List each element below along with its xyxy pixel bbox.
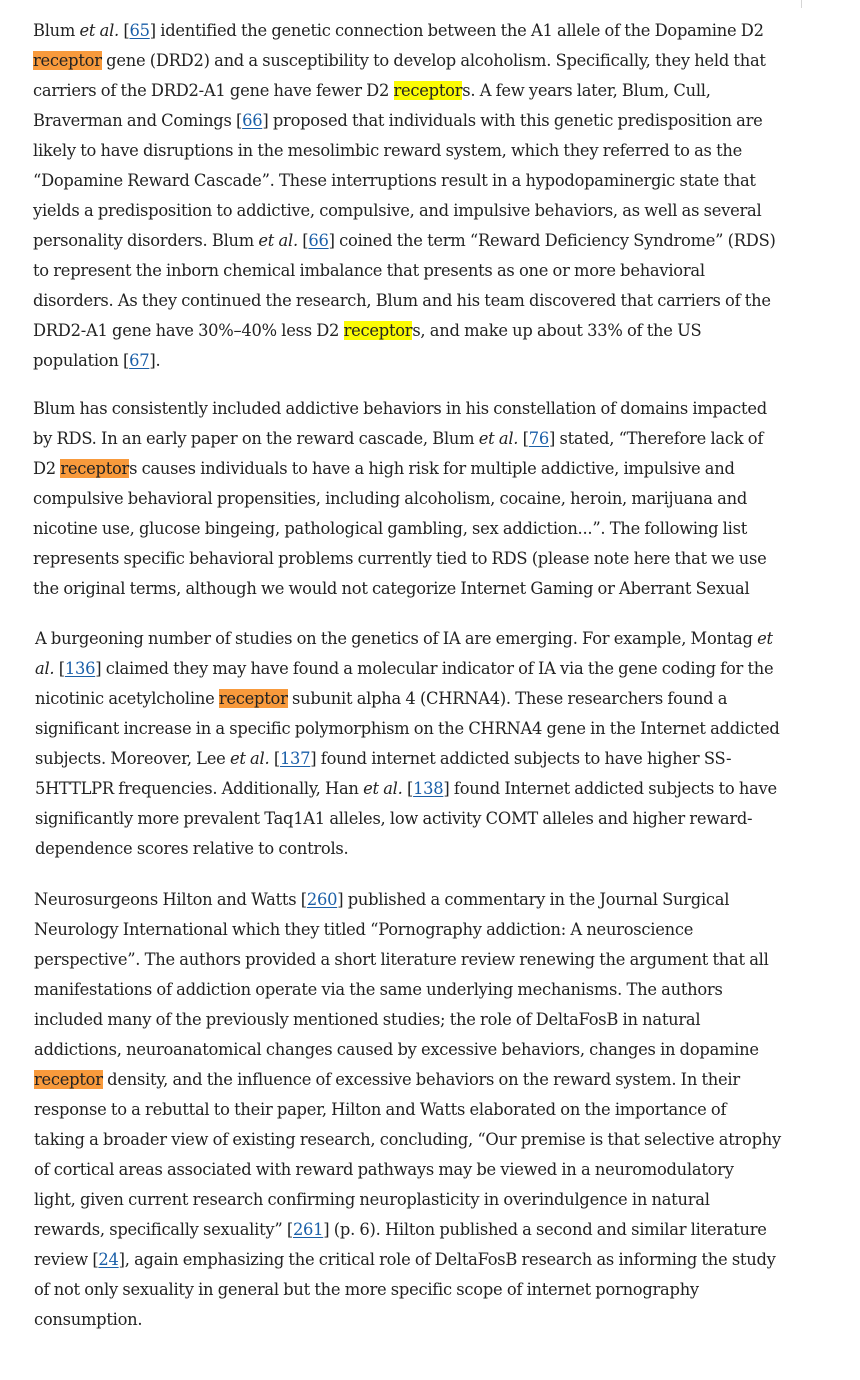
text-line: [33, 514, 773, 544]
text-line: [35, 774, 775, 804]
text-line: [35, 714, 780, 744]
text-run: ] found internet addicted subjects to have higher SS-: [310, 749, 732, 768]
text-run: “Dopamine Reward Cascade”. These interruptions result in a hypodopaminergic state that: [33, 171, 756, 190]
text-run: s causes individuals to have a high risk for multiple addictive, impulsive and: [129, 459, 735, 478]
text-run: significantly more prevalent Taq1A1 alleles, low activity COMT alleles and higher reward-: [35, 809, 753, 828]
text-line: [34, 1185, 774, 1215]
text-run: yields a predisposition to addictive, compulsive, and impulsive behaviors, as well as several: [33, 201, 762, 220]
text-run: D2: [33, 459, 61, 478]
text-line: [33, 16, 773, 46]
text-run: Neurosurgeons Hilton and Watts [: [34, 890, 307, 909]
text-run: ] stated, “Therefore lack of: [548, 429, 764, 448]
text-run: [: [297, 231, 309, 250]
italic-text: et al.: [363, 779, 403, 798]
text-line: [33, 136, 773, 166]
text-run: by RDS. In an early paper on the reward cascade, Blum: [33, 429, 479, 448]
text-run: A burgeoning number of studies on the genetics of IA are emerging. For example, Montag: [35, 629, 758, 648]
italic-text: et al.: [229, 749, 270, 768]
citation-link[interactable]: 76: [528, 429, 549, 448]
text-line: [34, 1275, 774, 1305]
text-run: ] coined the term “Reward Deficiency Syndrome” (RDS): [328, 231, 776, 250]
text-run: [: [54, 659, 65, 678]
text-run: carriers of the DRD2-A1 gene have fewer D2: [33, 81, 394, 100]
text-run: [: [402, 779, 414, 798]
text-run: ] published a commentary in the Journal Surgical: [337, 890, 730, 909]
text-run: ] (p. 6). Hilton published a second and similar literature: [323, 1220, 767, 1239]
citation-link[interactable]: 261: [292, 1220, 324, 1239]
text-line: [33, 394, 773, 424]
text-run: nicotine use, glucose bingeing, pathological gambling, sex addiction...”. The following list: [33, 519, 747, 538]
text-line: [34, 1005, 774, 1035]
citation-link[interactable]: 66: [308, 231, 329, 250]
text-line: [33, 226, 776, 256]
text-run: consumption.: [34, 1310, 143, 1329]
text-run: dependence scores relative to controls.: [35, 839, 349, 858]
text-line: [34, 1155, 774, 1185]
text-line: [34, 885, 774, 915]
text-line: [35, 804, 775, 834]
text-line: [33, 424, 773, 454]
text-run: Blum has consistently included addictive behaviors in his constellation of domains impacted: [33, 399, 767, 418]
italic-text: et al.: [79, 21, 119, 40]
text-run: manifestations of addiction operate via the same underlying mechanisms. The authors: [34, 980, 723, 999]
text-run: perspective”. The authors provided a short literature review renewing the argument that all: [34, 950, 769, 969]
citation-link[interactable]: 24: [98, 1250, 119, 1269]
text-line: [33, 316, 773, 346]
text-run: ] claimed they may have found a molecular indicator of IA via the gene coding for the: [95, 659, 774, 678]
text-run: 5HTTLPR frequencies. Additionally, Han: [35, 779, 364, 798]
text-run: gene (DRD2) and a susceptibility to develop alcoholism. Specifically, they held that: [101, 51, 766, 70]
text-line: [34, 1245, 774, 1275]
text-run: [: [518, 429, 529, 448]
text-run: review [: [34, 1250, 99, 1269]
search-highlight-orange: receptor: [60, 459, 130, 478]
text-run: represents specific behavioral problems currently tied to RDS (please note here that we use: [33, 549, 767, 568]
text-line: [34, 1125, 781, 1155]
citation-link[interactable]: 260: [306, 890, 338, 909]
search-highlight-yellow: receptor: [393, 81, 463, 100]
text-run: to represent the inborn chemical imbalance that presents as one or more behavioral: [33, 261, 705, 280]
text-line: [34, 1095, 774, 1125]
text-line: [33, 196, 773, 226]
text-line: [33, 544, 773, 574]
text-run: s. A few years later, Blum, Cull,: [462, 81, 711, 100]
text-run: subunit alpha 4 (CHRNA4). These researchers found a: [287, 689, 728, 708]
text-line: [35, 834, 775, 864]
text-run: density, and the influence of excessive behaviors on the reward system. In their: [102, 1070, 740, 1089]
text-run: ], again emphasizing the critical role of DeltaFosB research as informing the study: [118, 1250, 776, 1269]
text-line: [33, 106, 773, 136]
text-run: Neurology International which they titled “Pornography addiction: A neuroscience: [34, 920, 694, 939]
text-line: [34, 1305, 774, 1335]
citation-link[interactable]: 67: [129, 351, 150, 370]
paragraph-dopamine-d2: [33, 16, 776, 376]
text-run: addictions, neuroanatomical changes caused by excessive behaviors, changes in dopamine: [34, 1040, 759, 1059]
text-run: DRD2-A1 gene have 30%–40% less D2: [33, 321, 344, 340]
citation-link[interactable]: 138: [413, 779, 444, 798]
text-line: [35, 684, 775, 714]
italic-text: et al.: [478, 429, 519, 448]
text-run: response to a rebuttal to their paper, Hilton and Watts elaborated on the importance of: [34, 1100, 727, 1119]
text-run: compulsive behavioral propensities, including alcoholism, cocaine, heroin, marijuana and: [33, 489, 748, 508]
citation-link[interactable]: 65: [129, 21, 150, 40]
text-line: [34, 1035, 774, 1065]
text-run: personality disorders. Blum: [33, 231, 259, 250]
text-line: [34, 1215, 774, 1245]
paragraph-hilton-watts: [34, 885, 781, 1335]
search-highlight-orange: receptor: [218, 689, 288, 708]
scrollbar-edge: [801, 0, 802, 8]
text-run: likely to have disruptions in the mesolimbic reward system, which they referred to as the: [33, 141, 742, 160]
text-line: [33, 484, 773, 514]
text-run: ] proposed that individuals with this genetic predisposition are: [262, 111, 763, 130]
text-run: of not only sexuality in general but the more specific scope of internet pornography: [34, 1280, 699, 1299]
search-highlight-yellow: receptor: [343, 321, 413, 340]
text-run: of cortical areas associated with reward pathways may be viewed in a neuromodulatory: [34, 1160, 734, 1179]
text-run: taking a broader view of existing research, concluding, “Our premise is that selective atrophy: [34, 1130, 781, 1149]
text-line: [35, 624, 775, 654]
text-line: [35, 744, 775, 774]
text-run: light, given current research confirming neuroplasticity in overindulgence in natural: [34, 1190, 710, 1209]
text-line: [33, 346, 773, 376]
search-highlight-orange: receptor: [33, 51, 102, 70]
text-line: [33, 286, 773, 316]
text-run: nicotinic acetylcholine: [35, 689, 219, 708]
italic-text: al.: [35, 659, 55, 678]
text-run: ] found Internet addicted subjects to have: [443, 779, 777, 798]
text-run: Braverman and Comings [: [33, 111, 243, 130]
text-run: ].: [149, 351, 161, 370]
text-line: [33, 256, 773, 286]
text-run: [: [118, 21, 130, 40]
italic-text: et: [757, 629, 773, 648]
citation-link[interactable]: 137: [279, 749, 311, 768]
text-line: [34, 1065, 774, 1095]
text-line: [33, 76, 773, 106]
text-run: the original terms, although we would not categorize Internet Gaming or Aberrant Sexual: [33, 579, 750, 598]
text-run: s, and make up about 33% of the US: [412, 321, 702, 340]
text-run: [: [269, 749, 280, 768]
text-line: [33, 574, 773, 604]
text-line: [33, 454, 773, 484]
text-line: [35, 654, 775, 684]
text-line: [34, 915, 774, 945]
paragraph-reward-cascade: [33, 394, 773, 604]
text-line: [34, 975, 774, 1005]
paragraph-genetics-ia: [35, 624, 780, 864]
text-run: Blum: [33, 21, 80, 40]
text-line: [33, 166, 773, 196]
text-line: [33, 46, 773, 76]
citation-link[interactable]: 136: [64, 659, 96, 678]
text-run: rewards, specifically sexuality” [: [34, 1220, 293, 1239]
text-run: ] identified the genetic connection between the A1 allele of the Dopamine D2: [149, 21, 764, 40]
text-run: significant increase in a specific polymorphism on the CHRNA4 gene in the Internet addicted: [35, 719, 780, 738]
text-run: included many of the previously mentioned studies; the role of DeltaFosB in natural: [34, 1010, 701, 1029]
text-line: [34, 945, 774, 975]
text-run: population [: [33, 351, 130, 370]
text-run: subjects. Moreover, Lee: [35, 749, 230, 768]
italic-text: et al.: [258, 231, 298, 250]
text-run: disorders. As they continued the research, Blum and his team discovered that carriers of the: [33, 291, 771, 310]
search-highlight-orange: receptor: [34, 1070, 103, 1089]
citation-link[interactable]: 66: [242, 111, 263, 130]
